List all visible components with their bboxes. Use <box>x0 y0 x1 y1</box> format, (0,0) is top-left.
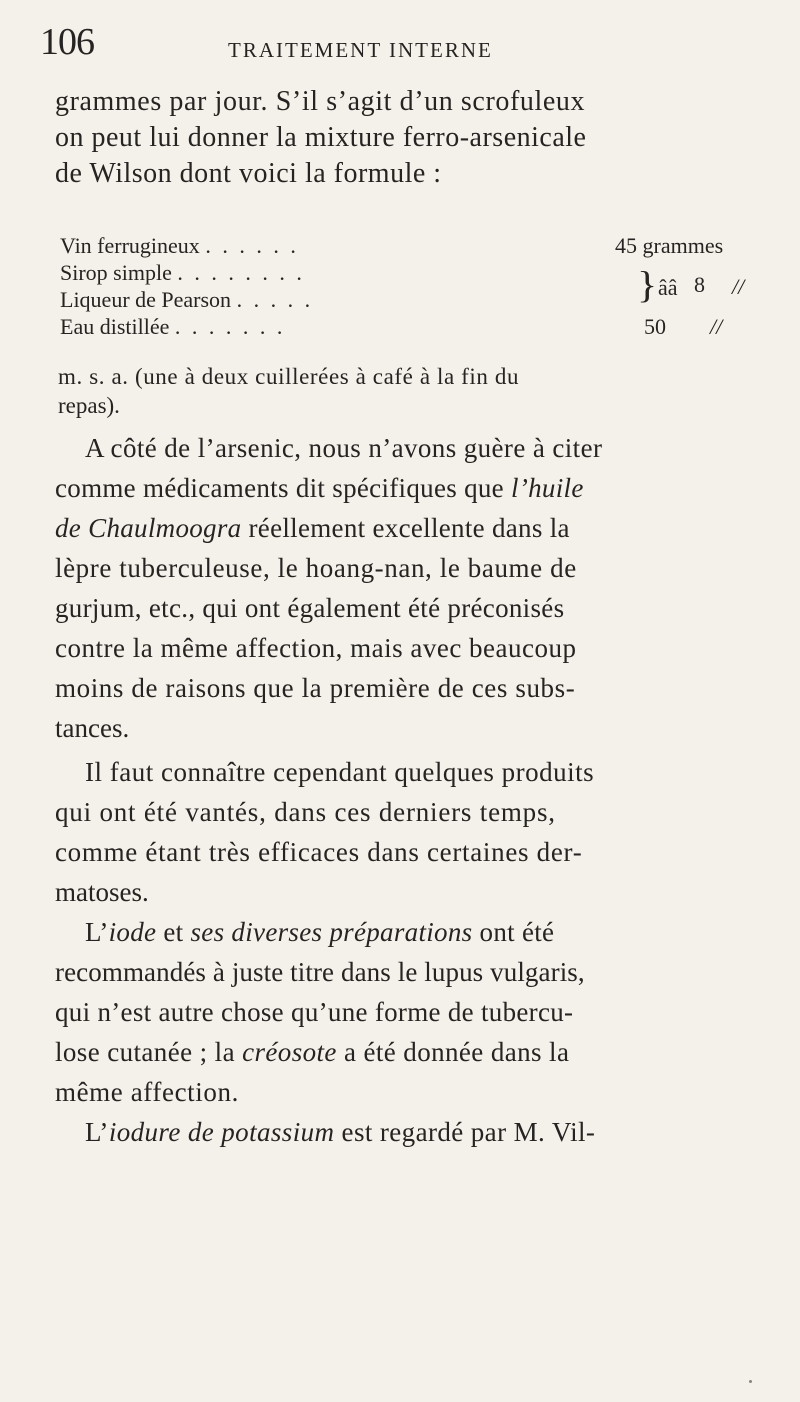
text-line <box>55 1032 767 1072</box>
italic-term: iode <box>108 917 157 947</box>
ditto-mark: // <box>710 314 723 339</box>
text-line: de Wilson dont voici la formule : <box>55 158 442 189</box>
text-line: moins de raisons que la première de ces subs- <box>55 673 576 703</box>
text-span: réellement excellente dans la <box>241 513 570 543</box>
formula-ingredient <box>60 313 285 340</box>
formula-row <box>60 232 770 259</box>
paragraph-iodure <box>55 1112 767 1152</box>
text-line: on peut lui donner la mixture ferro-arsenicale <box>55 122 587 153</box>
ditto-mark: // <box>732 274 745 299</box>
page-number: 106 <box>40 21 94 63</box>
formula-block <box>60 232 770 340</box>
text-span: est regardé par M. Vil- <box>334 1117 596 1147</box>
ingredient-name: Eau distillée <box>60 314 170 339</box>
text-line: qui ont été vantés, dans ces derniers temps, <box>55 797 556 827</box>
italic-term: créosote <box>242 1037 337 1067</box>
text-line: qui n’est autre chose qu’une forme de tubercu- <box>55 997 574 1027</box>
formula-ingredient <box>60 232 299 259</box>
leader-dots: . . . . . <box>236 287 314 312</box>
text-span: L’ <box>85 917 109 947</box>
text-line: recommandés à juste titre dans le lupus vulgaris, <box>55 957 585 987</box>
leader-dots: . . . . . . . . <box>177 260 305 285</box>
text-line: m. s. a. (une à deux cuillerées à café à la fin du <box>58 364 520 389</box>
text-line: A côté de l’arsenic, nous n’avons guère à citer <box>85 433 603 463</box>
text-span: et <box>156 917 191 947</box>
text-line <box>55 508 767 548</box>
text-line: tances. <box>55 713 130 743</box>
text-line <box>55 912 767 952</box>
shared-quantity: 8 <box>694 272 705 297</box>
italic-term: iodure de potassium <box>108 1117 335 1147</box>
text-line: gurjum, etc., qui ont également été préconisés <box>55 593 565 623</box>
formula-quantity: 45 grammes <box>615 233 724 258</box>
leader-dots: . . . . . . <box>205 233 299 258</box>
paragraph-intro <box>55 84 765 192</box>
brace-symbol: } <box>637 265 658 307</box>
ana-abbreviation: ââ <box>658 275 678 300</box>
text-span: L’ <box>85 1117 109 1147</box>
italic-term: de Chaulmoogra <box>55 513 242 543</box>
formula-bracket-group <box>60 259 770 313</box>
text-line: Il faut connaître cependant quelques produits <box>85 757 595 787</box>
text-line: comme étant très efficaces dans certaines der- <box>55 837 583 867</box>
formula-row <box>60 313 770 340</box>
ingredient-name: Liqueur de Pearson <box>60 287 232 312</box>
text-line: grammes par jour. S’il s’agit d’un scrofuleux <box>55 86 586 117</box>
text-line: matoses. <box>55 877 149 907</box>
text-line: même affection. <box>55 1077 239 1107</box>
ingredient-name: Sirop simple <box>60 260 172 285</box>
text-span: ont été <box>472 917 555 947</box>
prescription-directions <box>58 362 772 420</box>
paragraph-iode <box>55 912 767 1112</box>
text-line: repas). <box>58 393 120 418</box>
text-span: lose cutanée ; la <box>55 1037 243 1067</box>
ingredient-name: Vin ferrugineux <box>60 233 200 258</box>
italic-term: ses diverses préparations <box>190 917 473 947</box>
text-span: comme médicaments dit spécifiques que <box>55 473 512 503</box>
text-line: contre la même affection, mais avec beaucoup <box>55 633 577 663</box>
paragraph-arsenic <box>55 428 767 748</box>
text-line <box>55 468 767 508</box>
text-span: a été donnée dans la <box>336 1037 570 1067</box>
italic-term: l’huile <box>511 473 584 503</box>
running-head: TRAITEMENT INTERNE <box>228 38 493 62</box>
text-line <box>55 1112 767 1152</box>
paper-speck <box>749 1380 752 1383</box>
formula-quantity: 50 <box>644 314 666 339</box>
leader-dots: . . . . . . . <box>174 314 286 339</box>
paragraph-products <box>55 752 767 912</box>
text-line: lèpre tuberculeuse, le hoang-nan, le baume de <box>55 553 577 583</box>
